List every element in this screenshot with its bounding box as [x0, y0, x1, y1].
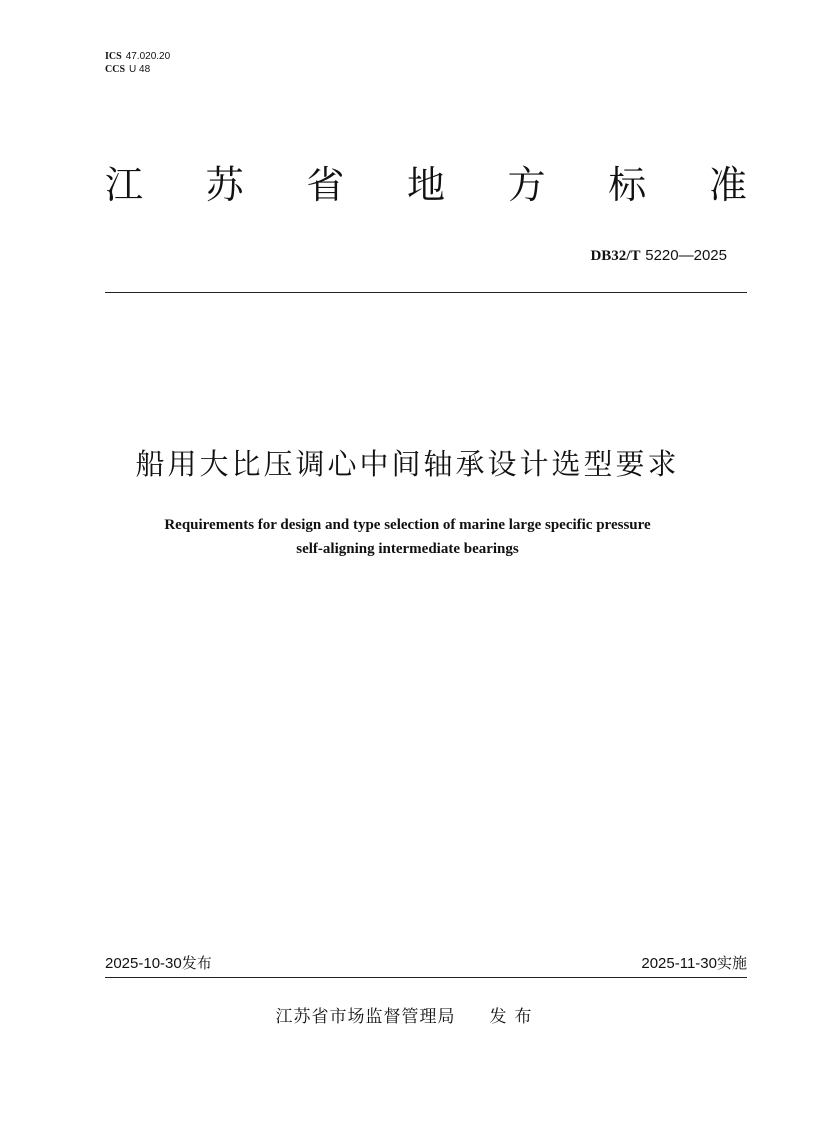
release-date [105, 952, 212, 973]
standard-category-char: 方 [507, 163, 546, 207]
footer-divider [105, 977, 747, 978]
header-divider [105, 292, 747, 293]
standard-category-char: 苏 [205, 163, 244, 207]
standard-category-char: 标 [608, 163, 647, 207]
ccs-code [105, 63, 170, 76]
issuer-name: 江苏省市场监督管理局 [275, 1007, 456, 1027]
implementation-date [641, 952, 747, 973]
standard-category-char: 准 [708, 163, 747, 207]
standard-category-char: 省 [306, 163, 345, 207]
issuing-authority [0, 1002, 815, 1027]
release-date-value: 2025-10-30 [105, 955, 182, 972]
english-title-line-2: self-aligning intermediate bearings [296, 541, 519, 557]
english-title-line-1: Requirements for design and type selection of marine large specific pressure [164, 517, 651, 533]
standard-category-char: 江 [105, 163, 144, 207]
release-date-label: 发布 [181, 954, 212, 972]
standard-number [590, 246, 727, 265]
implementation-date-value: 2025-11-30 [641, 955, 717, 972]
standard-number-prefix: DB32/T [590, 248, 641, 264]
standard-category-title [105, 160, 747, 210]
classification-codes [105, 50, 170, 76]
document-title-chinese: 船用大比压调心中间轴承设计选型要求 [135, 447, 680, 481]
standard-number-value: 5220—2025 [645, 247, 727, 264]
standard-category-char: 地 [406, 163, 445, 207]
issuer-action: 发布 [489, 1007, 540, 1027]
ccs-label: CCS [105, 64, 126, 75]
ics-value: 47.020.20 [125, 51, 171, 62]
ccs-value: U 48 [129, 64, 151, 75]
implementation-date-label: 实施 [716, 954, 747, 972]
document-title-english [60, 513, 755, 561]
ics-code [105, 50, 170, 63]
ics-label: ICS [105, 51, 122, 62]
